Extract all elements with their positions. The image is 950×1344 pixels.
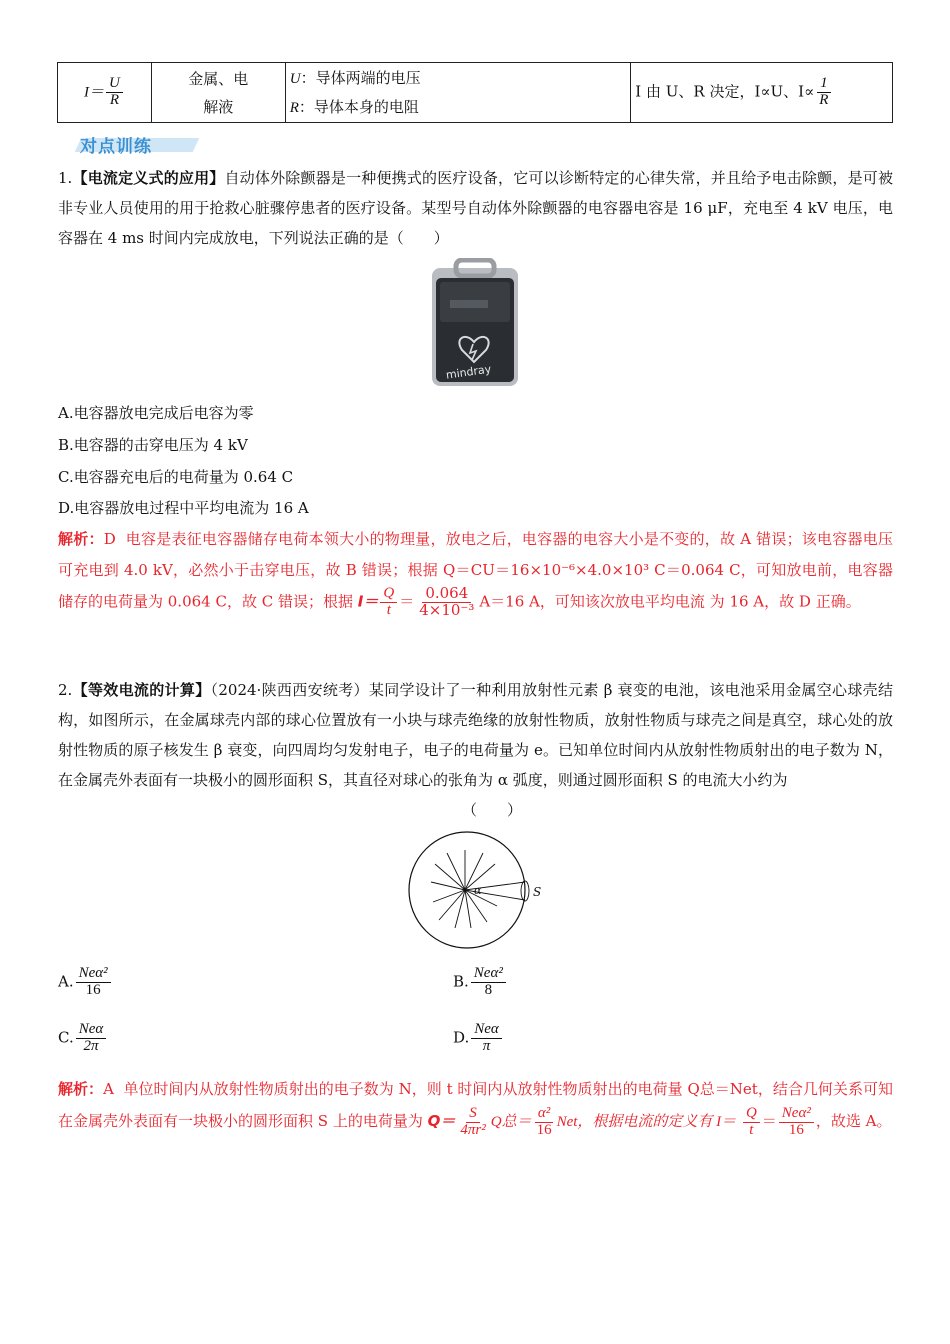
q1-option-a: A.电容器放电完成后电容为零 bbox=[58, 404, 254, 422]
meaning-cell: U：导体两端的电压 R：导体本身的电阻 bbox=[285, 63, 631, 123]
q1-analysis: 解析：D 电容是表征电容器储存电荷本领大小的物理量，放电之后，电容器的电容大小是不变的，故 A 错误；该电容器电压可充电到 4.0 kV，必然小于击穿电压，故 B 错误；根据 Q＝CU＝16×10⁻⁶×4.0×10³ C＝0.064 C，可知放电前，电容器储存的电荷量为 0.064 C，故 C 错误；根据 I＝ $\frac{Q}{t}$ ＝ $\frac{0.064}{\text{4×10⁻³}}$ A＝16 A，可知该次放电平均电流 为 16 A，故 D 正确。 bbox=[58, 530, 893, 619]
q2-analysis: 解析：A 单位时间内从放射性物质射出的电子数为 N，则 t 时间内从放射性物质射出的电荷量 Q总＝Net，结合几何关系可知在金属壳外表面有一块极小的圆形面积 S 上的电荷量为 Q＝ $\frac{S}{\text{4πr²}}$ Q总＝ $\frac{\text{α²}}{16}$ Net，根据电流的定义有 I＝ $\frac{Q}{t}$ ＝ $\frac{\text{Neα²}}{16}$ ，故选 A。 bbox=[58, 1080, 893, 1138]
summary-table bbox=[57, 62, 893, 123]
q2-answer-bracket: （ ） bbox=[462, 801, 523, 819]
area-s-label: S bbox=[533, 885, 542, 899]
aed-brand-label: mindray bbox=[445, 362, 492, 382]
q2-stem: 2.【等效电流的计算】（2024·陕西西安统考）某同学设计了一种利用放射性元素 β 衰变的电池，该电池采用金属空心球壳结构，如图所示，在金属球壳内部的球心位置放有一小块与球壳绝缘的放射性物质，放射性物质与球壳之间是真空，球心处的放射性物质的原子核发生 β 衰变，向四周均匀发射电子，电子的电荷量为 e。已知单位时间内从放射性物质射出的电子数为 N，在金属壳外表面有一块极小的圆形面积 S，其直径对球心的张角为 α 弧度，则通过圆形面积 S 的电流大小约为 bbox=[58, 681, 893, 789]
material-cell: 金属、电 解液 bbox=[151, 63, 285, 123]
sphere-diagram bbox=[405, 830, 555, 954]
formula-fraction: $\frac{U}{R}$ bbox=[106, 76, 123, 109]
table-row bbox=[58, 63, 893, 123]
aed-device-image bbox=[426, 258, 522, 390]
section-header bbox=[60, 130, 190, 158]
relation-cell: I 由 U、R 决定，I∝U、I∝ $\frac{1}{R}$ bbox=[631, 63, 893, 123]
q2-source: （2024·陕西西安统考） bbox=[210, 681, 369, 699]
q1-tag: 【电流定义式的应用】 bbox=[72, 169, 225, 187]
formula-cell: I＝ $\frac{U}{R}$ bbox=[58, 63, 152, 123]
section-title: 对点训练 bbox=[80, 137, 152, 157]
q2-option-b: B. $\frac{\text{Neα²}}{8}$ bbox=[453, 966, 508, 999]
q1-option-d: D.电容器放电过程中平均电流为 16 A bbox=[58, 499, 309, 517]
q2-option-d: D. $\frac{\text{Neα}}{\pi}$ bbox=[453, 1022, 504, 1055]
q1-option-b: B.电容器的击穿电压为 4 kV bbox=[58, 436, 248, 454]
alpha-label: α bbox=[474, 884, 482, 897]
relation-fraction: $\frac{1}{R}$ bbox=[816, 76, 831, 109]
q2-option-c: C. $\frac{\text{Neα}}{2\pi}$ bbox=[58, 1022, 108, 1055]
q2-tag: 【等效电流的计算】 bbox=[72, 681, 211, 699]
q2-option-a: A. $\frac{\text{Neα²}}{16}$ bbox=[58, 966, 113, 999]
q1-option-c: C.电容器充电后的电荷量为 0.64 C bbox=[58, 468, 294, 486]
q1-stem: 1.【电流定义式的应用】自动体外除颤器是一种便携式的医疗设备，它可以诊断特定的心律失常，并且给予电击除颤，是可被非专业人员使用的用于抢救心脏骤停患者的医疗设备。某型号自动体外除颤器的电容器电容是 16 μF，充电至 4 kV 电压，电容器在 4 ms 时间内完成放电，下列说法正确的是（ ） bbox=[58, 169, 893, 247]
